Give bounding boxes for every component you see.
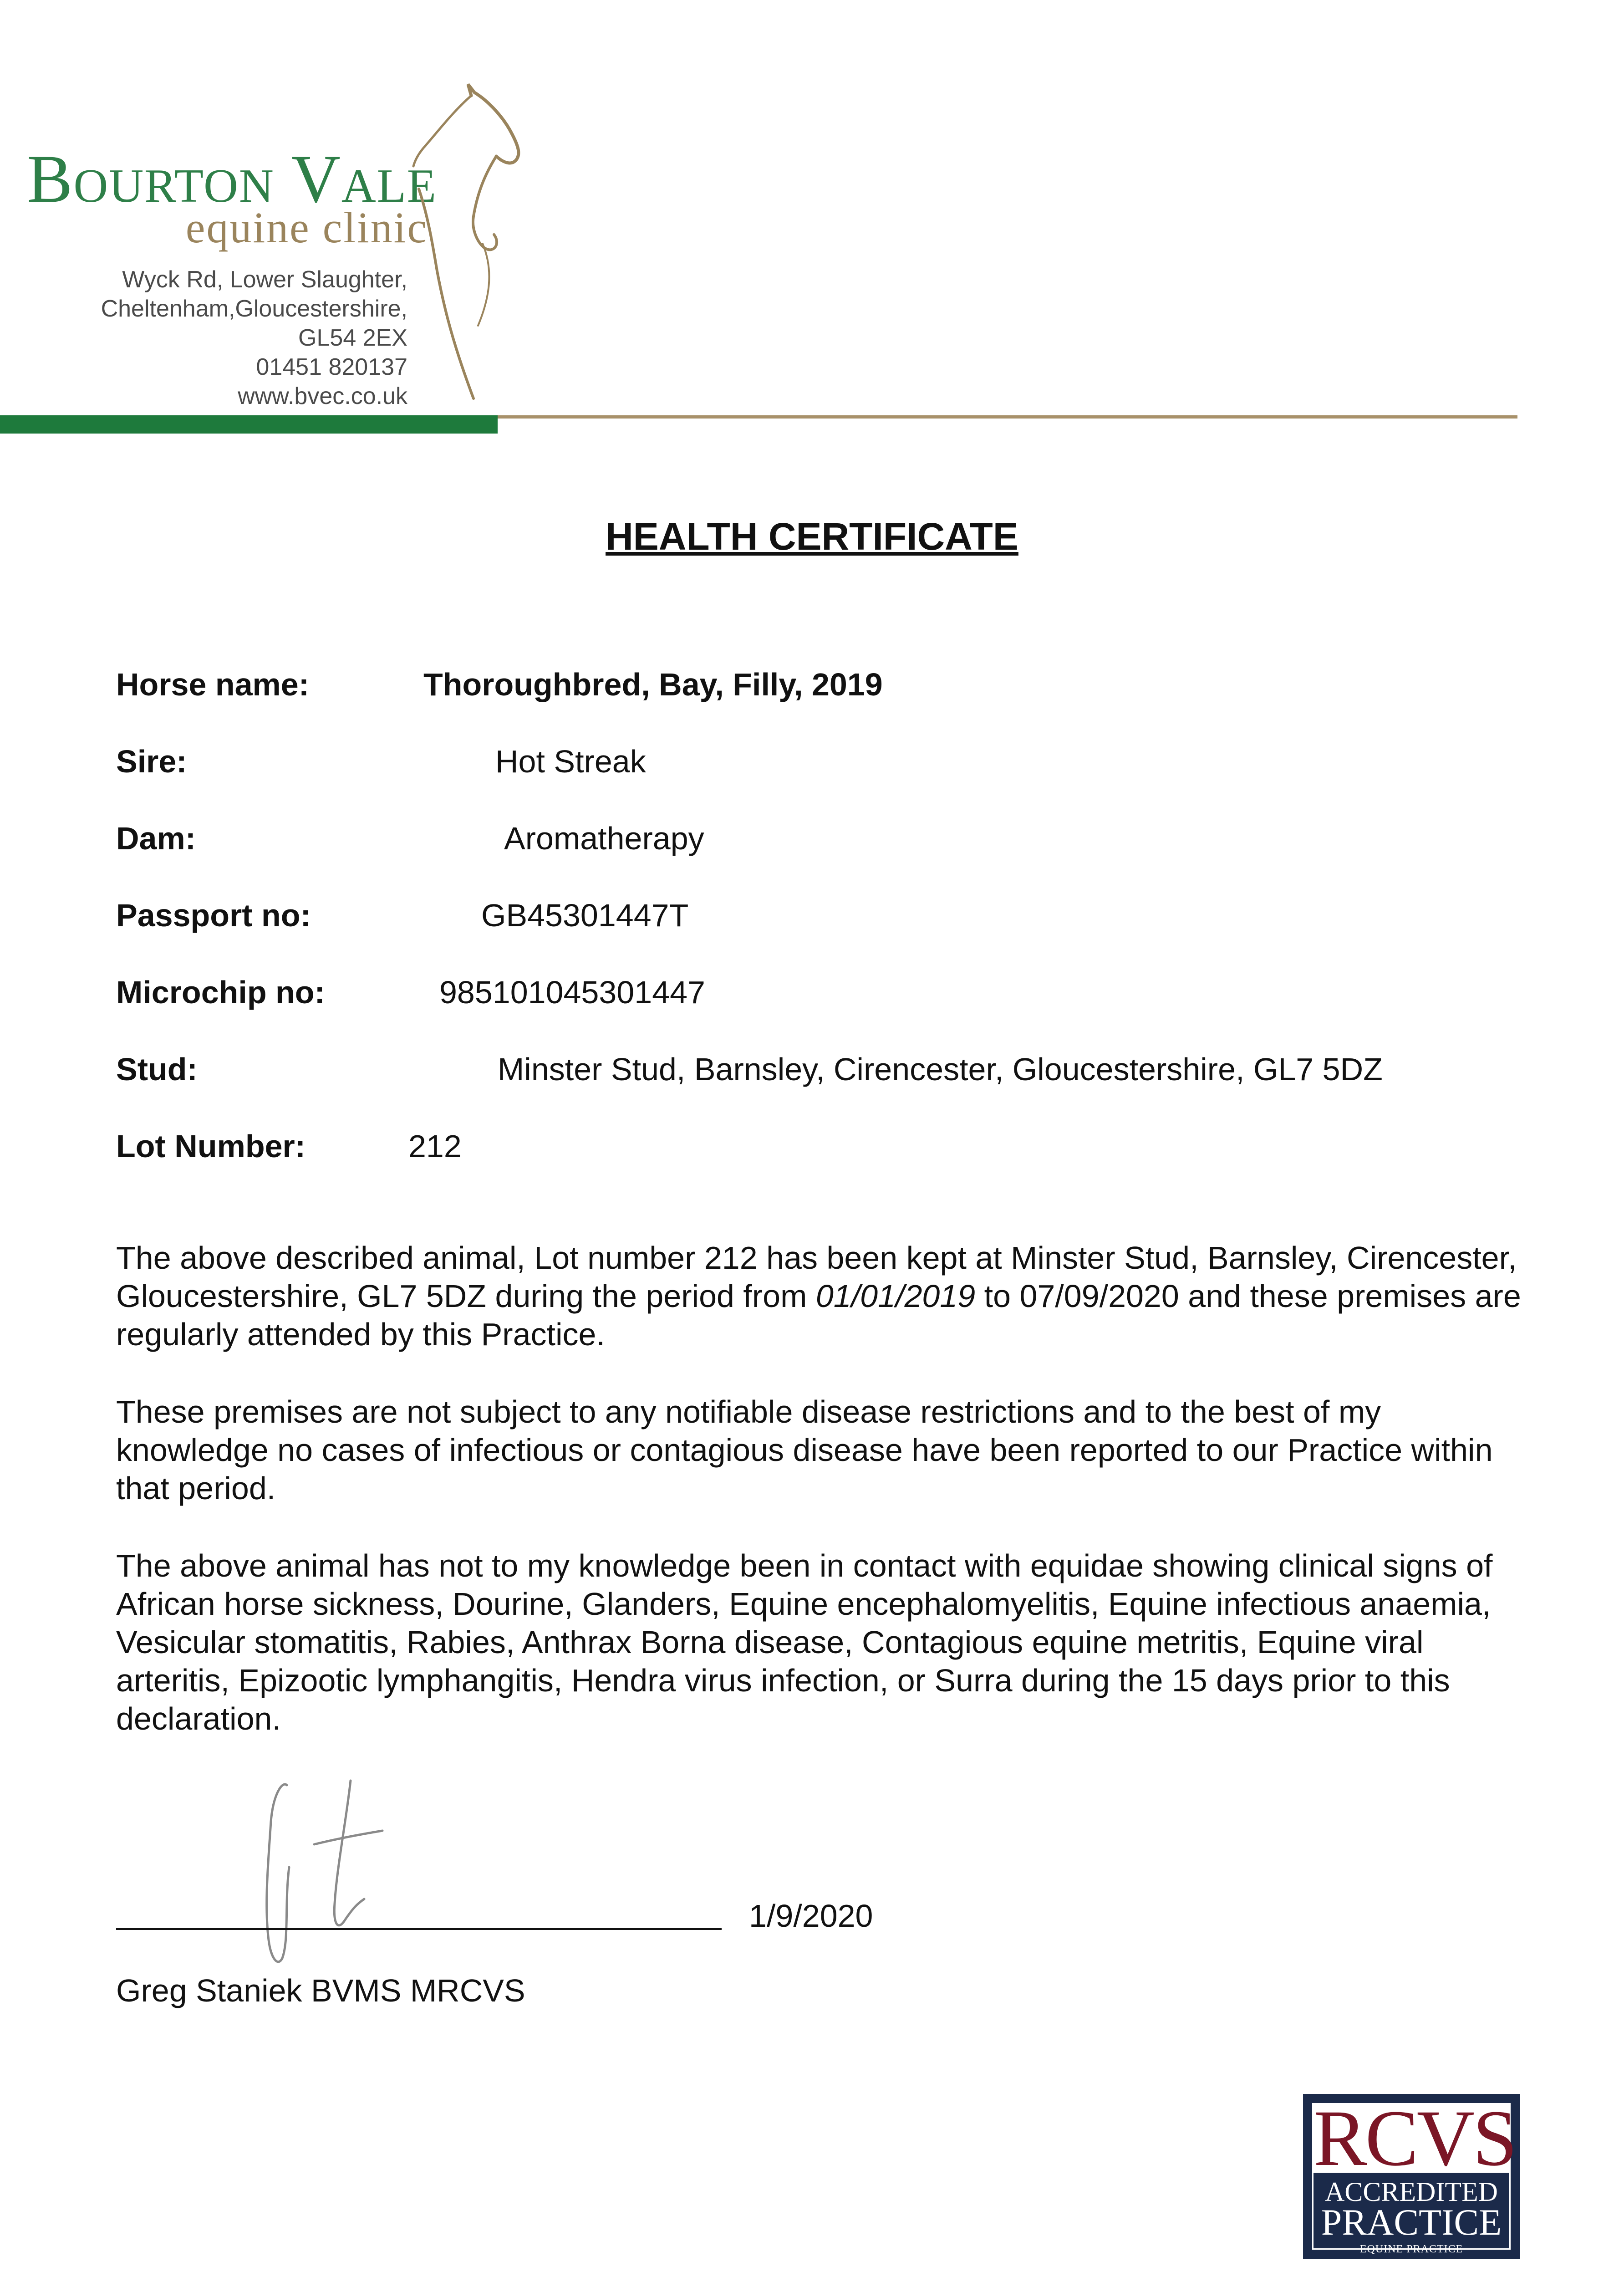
address-line-3: GL54 2EX [298,325,407,351]
paragraph-contact-declaration: The above animal has not to my knowledge been in contact with equidae showing clinical signs of African horse sickness, Dourine, Glanders, Equine encephalomyelitis, Equine infectious anaemia, Vesicular stomatitis, Rabies, Anthrax Borna disease, Contagious equine metritis, Equine viral arteritis, Epizootic lymphangitis, Hendra virus infection, or Surra during the 15 days prior to this declaration. [116,1548,1493,1736]
clinic-name: Bourton Vale [27,141,437,217]
field-label-microchip: Microchip no: [116,975,325,1010]
website: www.bvec.co.uk [238,383,407,409]
badge-accredited: ACCREDITED [1325,2177,1498,2207]
field-value-lot-number: 212 [408,1128,462,1164]
clinic-subtitle: equine clinic [185,203,428,252]
field-value-sire: Hot Streak [495,744,646,779]
field-label-horse-name: Horse name: [116,667,310,702]
period-from-date: 01/01/2019 [815,1278,976,1314]
field-label-sire: Sire: [116,744,187,779]
field-label-lot-number: Lot Number: [116,1128,306,1164]
field-value-passport: GB45301447T [481,898,689,933]
page-title: HEALTH CERTIFICATE [606,515,1018,558]
field-label-dam: Dam: [116,821,196,856]
header-rule-gold [498,415,1517,419]
phone-number: 01451 820137 [256,354,407,380]
badge-equine-practice: EQUINE PRACTICE [1359,2243,1463,2255]
field-value-stud: Minster Stud, Barnsley, Cirencester, Gloucestershire, GL7 5DZ [498,1052,1383,1087]
rcvs-accredited-badge [1303,2094,1520,2259]
badge-practice: PRACTICE [1321,2201,1502,2243]
horse-logo-icon [410,80,542,408]
field-value-horse-name: Thoroughbred, Bay, Filly, 2019 [423,667,883,702]
signature-line [116,1928,722,1930]
field-label-passport: Passport no: [116,898,311,933]
paragraph-1-start: The above described animal, Lot number 212 has been kept at Minster Stud, Barnsley, Cirencester, Gloucestershire, GL7 5DZ during the period from [116,1240,1517,1314]
paragraph-disease-restrictions: These premises are not subject to any notifiable disease restrictions and to the best of my knowledge no cases of infectious or contagious disease have been reported to our Practice within that period. [116,1394,1493,1506]
paragraph-premises-period [116,1239,1527,1353]
header-rule-green [0,415,498,434]
field-value-dam: Aromatherapy [504,821,704,856]
rcvs-logo-text: RCVS [1313,2094,1516,2183]
field-label-stud: Stud: [116,1052,198,1087]
paragraph-1-end: to 07/09/2020 and these premises are regularly attended by this Practice. [116,1278,1521,1352]
signature-date: 1/9/2020 [749,1898,873,1934]
field-value-microchip: 985101045301447 [439,975,705,1010]
signatory-name: Greg Staniek BVMS MRCVS [116,1973,525,2008]
address-line-2: Cheltenham,Gloucestershire, [101,296,407,322]
signature-mark [255,1767,392,1981]
address-line-1: Wyck Rd, Lower Slaughter, [122,266,407,293]
